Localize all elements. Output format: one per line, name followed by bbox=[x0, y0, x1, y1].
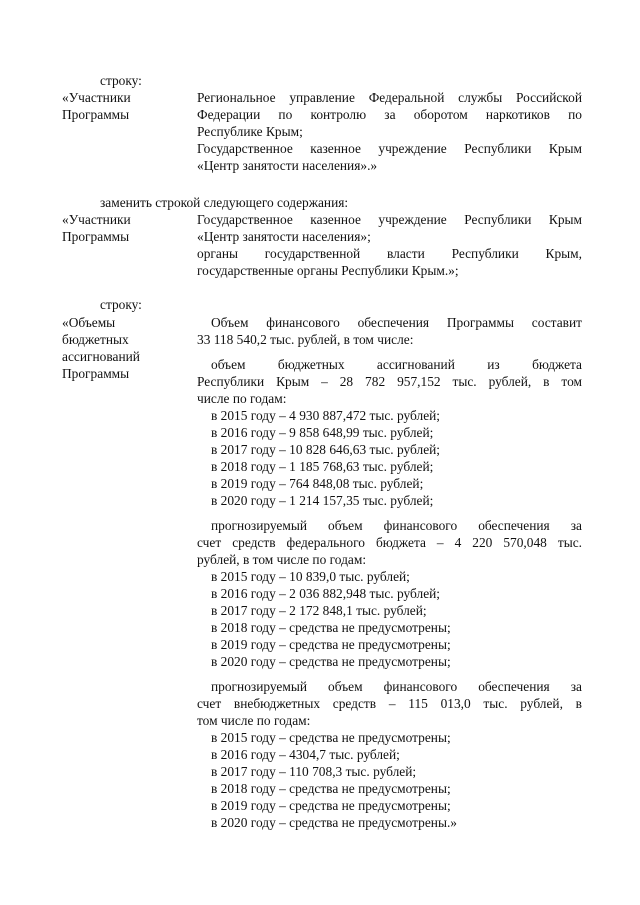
section1-label bbox=[62, 89, 197, 174]
value-line: «Центр занятости населения»; bbox=[197, 229, 371, 244]
value-line: Федерации по контролю за оборотом наркотиков по bbox=[197, 107, 582, 122]
value-line: Государственное казенное учреждение Республики Крым bbox=[197, 141, 582, 156]
label-line: «Участники bbox=[62, 212, 131, 227]
block1-year: в 2018 году – 1 185 768,63 тыс. рублей; bbox=[211, 459, 434, 474]
block2-intro-line: счет средств федерального бюджета – 4 220 570,048 тыс. bbox=[197, 535, 582, 550]
block2-intro-line: прогнозируемый объем финансового обеспечения за bbox=[211, 518, 582, 533]
section3-row bbox=[62, 314, 582, 831]
block1-intro-line: числе по годам: bbox=[197, 391, 287, 406]
block1-year: в 2016 году – 9 858 648,99 тыс. рублей; bbox=[211, 425, 434, 440]
value-line: «Центр занятости населения».» bbox=[197, 158, 378, 173]
section3-label bbox=[62, 314, 197, 831]
section1-row bbox=[62, 89, 582, 174]
block3-intro-line: том числе по годам: bbox=[197, 713, 311, 728]
block3-year: в 2018 году – средства не предусмотрены; bbox=[211, 781, 451, 796]
section3-value bbox=[197, 314, 582, 831]
block3-year: в 2017 году – 110 708,3 тыс. рублей; bbox=[211, 764, 417, 779]
block1-year: в 2020 году – 1 214 157,35 тыс. рублей; bbox=[211, 493, 434, 508]
section1-value bbox=[197, 89, 582, 174]
block2-year: в 2016 году – 2 036 882,948 тыс. рублей; bbox=[211, 586, 441, 601]
block1-year: в 2019 году – 764 848,08 тыс. рублей; bbox=[211, 476, 424, 491]
block1-year: в 2017 году – 10 828 646,63 тыс. рублей; bbox=[211, 442, 441, 457]
value-line: Государственное казенное учреждение Республики Крым bbox=[197, 212, 582, 227]
block3-year: в 2020 году – средства не предусмотрены.» bbox=[211, 815, 458, 830]
label-line: бюджетных bbox=[62, 332, 129, 347]
block3-intro-line: прогнозируемый объем финансового обеспечения за bbox=[211, 679, 582, 694]
section2-lead: заменить строкой следующего содержания: bbox=[100, 195, 349, 210]
section1-lead: строку: bbox=[100, 73, 142, 88]
block2-year: в 2015 году – 10 839,0 тыс. рублей; bbox=[211, 569, 410, 584]
total-line: Объем финансового обеспечения Программы составит bbox=[211, 315, 582, 330]
label-line: Программы bbox=[62, 107, 130, 122]
block2-year: в 2018 году – средства не предусмотрены; bbox=[211, 620, 451, 635]
value-line: государственные органы Республики Крым.»; bbox=[197, 263, 459, 278]
value-line: органы государственной власти Республики Крым, bbox=[197, 246, 582, 261]
block2-year: в 2020 году – средства не предусмотрены; bbox=[211, 654, 451, 669]
label-line: Программы bbox=[62, 229, 130, 244]
block1-year: в 2015 году – 4 930 887,472 тыс. рублей; bbox=[211, 408, 441, 423]
block3-year: в 2015 году – средства не предусмотрены; bbox=[211, 730, 451, 745]
value-line: Региональное управление Федеральной службы Российской bbox=[197, 90, 582, 105]
block2-intro-line: рублей, в том числе по годам: bbox=[197, 552, 367, 567]
block3-intro-line: счет внебюджетных средств – 115 013,0 тыс. рублей, в bbox=[197, 696, 582, 711]
label-line: ассигнований bbox=[62, 349, 140, 364]
section3-lead: строку: bbox=[100, 297, 142, 312]
block2-year: в 2017 году – 2 172 848,1 тыс. рублей; bbox=[211, 603, 427, 618]
block3-year: в 2019 году – средства не предусмотрены; bbox=[211, 798, 451, 813]
label-line: «Объемы bbox=[62, 315, 116, 330]
section2-value bbox=[197, 211, 582, 279]
block1-intro-line: объем бюджетных ассигнований из бюджета bbox=[211, 357, 582, 372]
total-line: 33 118 540,2 тыс. рублей, в том числе: bbox=[197, 332, 414, 347]
value-line: Республике Крым; bbox=[197, 124, 303, 139]
label-line: Программы bbox=[62, 366, 130, 381]
block3-year: в 2016 году – 4304,7 тыс. рублей; bbox=[211, 747, 400, 762]
label-line: «Участники bbox=[62, 90, 131, 105]
block2-year: в 2019 году – средства не предусмотрены; bbox=[211, 637, 451, 652]
section2-label bbox=[62, 211, 197, 279]
block1-intro-line: Республики Крым – 28 782 957,152 тыс. рублей, в том bbox=[197, 374, 582, 389]
section2-row bbox=[62, 211, 582, 279]
